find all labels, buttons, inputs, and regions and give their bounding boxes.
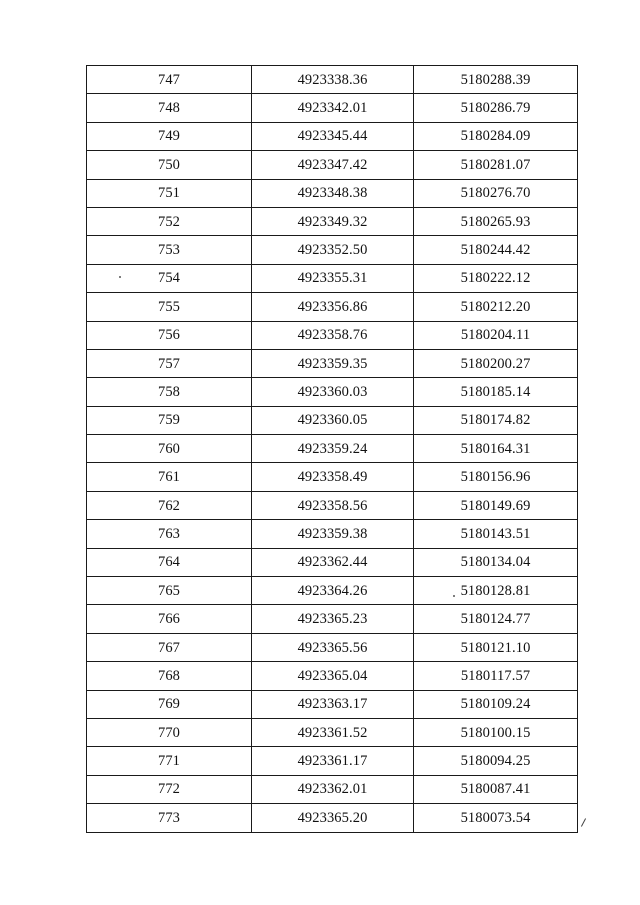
- y-coordinate-cell: 5180124.77: [414, 605, 578, 633]
- table-row: [87, 151, 578, 179]
- y-coordinate-cell: 5180128.81: [414, 577, 578, 605]
- table-row: [87, 321, 578, 349]
- y-coordinate-cell: 5180265.93: [414, 207, 578, 235]
- scan-speck: [119, 276, 121, 278]
- table-row: [87, 548, 578, 576]
- y-coordinate-cell: 5180200.27: [414, 349, 578, 377]
- point-number-cell: 753: [87, 236, 252, 264]
- point-number-cell: 758: [87, 378, 252, 406]
- y-coordinate-cell: 5180149.69: [414, 491, 578, 519]
- point-number-cell: 754: [87, 264, 252, 292]
- x-coordinate-cell: 4923365.56: [252, 633, 414, 661]
- y-coordinate-cell: 5180185.14: [414, 378, 578, 406]
- point-number-cell: 773: [87, 804, 252, 832]
- table-row: [87, 662, 578, 690]
- point-number-cell: 750: [87, 151, 252, 179]
- table-row: [87, 491, 578, 519]
- point-number-cell: 752: [87, 207, 252, 235]
- table-row: [87, 293, 578, 321]
- y-coordinate-cell: 5180222.12: [414, 264, 578, 292]
- x-coordinate-cell: 4923356.86: [252, 293, 414, 321]
- table-row: [87, 207, 578, 235]
- point-number-cell: 764: [87, 548, 252, 576]
- x-coordinate-cell: 4923359.24: [252, 435, 414, 463]
- x-coordinate-cell: 4923359.38: [252, 520, 414, 548]
- point-number-cell: 766: [87, 605, 252, 633]
- x-coordinate-cell: 4923358.56: [252, 491, 414, 519]
- table-row: [87, 775, 578, 803]
- y-coordinate-cell: 5180143.51: [414, 520, 578, 548]
- x-coordinate-cell: 4923360.05: [252, 406, 414, 434]
- y-coordinate-cell: 5180073.54: [414, 804, 578, 832]
- table-row: [87, 94, 578, 122]
- y-coordinate-cell: 5180286.79: [414, 94, 578, 122]
- x-coordinate-cell: 4923345.44: [252, 122, 414, 150]
- table-row: [87, 378, 578, 406]
- y-coordinate-cell: 5180156.96: [414, 463, 578, 491]
- table-row: [87, 690, 578, 718]
- coordinates-table: [86, 65, 578, 833]
- table-row: [87, 577, 578, 605]
- x-coordinate-cell: 4923359.35: [252, 349, 414, 377]
- x-coordinate-cell: 4923347.42: [252, 151, 414, 179]
- x-coordinate-cell: 4923348.38: [252, 179, 414, 207]
- pen-mark: [581, 818, 586, 826]
- table-row: [87, 435, 578, 463]
- x-coordinate-cell: 4923361.52: [252, 718, 414, 746]
- point-number-cell: 761: [87, 463, 252, 491]
- point-number-cell: 759: [87, 406, 252, 434]
- x-coordinate-cell: 4923358.76: [252, 321, 414, 349]
- x-coordinate-cell: 4923362.44: [252, 548, 414, 576]
- point-number-cell: 747: [87, 66, 252, 94]
- table-row: [87, 520, 578, 548]
- point-number-cell: 760: [87, 435, 252, 463]
- x-coordinate-cell: 4923362.01: [252, 775, 414, 803]
- table-row: [87, 747, 578, 775]
- point-number-cell: 751: [87, 179, 252, 207]
- table-row: [87, 804, 578, 832]
- table-row: [87, 236, 578, 264]
- x-coordinate-cell: 4923361.17: [252, 747, 414, 775]
- point-number-cell: 762: [87, 491, 252, 519]
- table-row: [87, 179, 578, 207]
- point-number-cell: 771: [87, 747, 252, 775]
- x-coordinate-cell: 4923355.31: [252, 264, 414, 292]
- point-number-cell: 770: [87, 718, 252, 746]
- coordinates-table-body: [87, 66, 578, 833]
- scan-speck: [453, 595, 455, 597]
- y-coordinate-cell: 5180094.25: [414, 747, 578, 775]
- point-number-cell: 768: [87, 662, 252, 690]
- y-coordinate-cell: 5180288.39: [414, 66, 578, 94]
- point-number-cell: 755: [87, 293, 252, 321]
- x-coordinate-cell: 4923365.04: [252, 662, 414, 690]
- y-coordinate-cell: 5180121.10: [414, 633, 578, 661]
- y-coordinate-cell: 5180244.42: [414, 236, 578, 264]
- point-number-cell: 748: [87, 94, 252, 122]
- y-coordinate-cell: 5180100.15: [414, 718, 578, 746]
- y-coordinate-cell: 5180109.24: [414, 690, 578, 718]
- table-row: [87, 463, 578, 491]
- point-number-cell: 765: [87, 577, 252, 605]
- x-coordinate-cell: 4923360.03: [252, 378, 414, 406]
- table-row: [87, 633, 578, 661]
- point-number-cell: 749: [87, 122, 252, 150]
- x-coordinate-cell: 4923358.49: [252, 463, 414, 491]
- x-coordinate-cell: 4923352.50: [252, 236, 414, 264]
- table-row: [87, 605, 578, 633]
- y-coordinate-cell: 5180174.82: [414, 406, 578, 434]
- y-coordinate-cell: 5180284.09: [414, 122, 578, 150]
- x-coordinate-cell: 4923364.26: [252, 577, 414, 605]
- y-coordinate-cell: 5180164.31: [414, 435, 578, 463]
- y-coordinate-cell: 5180134.04: [414, 548, 578, 576]
- y-coordinate-cell: 5180212.20: [414, 293, 578, 321]
- table-row: [87, 66, 578, 94]
- point-number-cell: 767: [87, 633, 252, 661]
- x-coordinate-cell: 4923365.20: [252, 804, 414, 832]
- x-coordinate-cell: 4923365.23: [252, 605, 414, 633]
- point-number-cell: 769: [87, 690, 252, 718]
- table-row: [87, 406, 578, 434]
- table-row: [87, 264, 578, 292]
- point-number-cell: 757: [87, 349, 252, 377]
- y-coordinate-cell: 5180204.11: [414, 321, 578, 349]
- y-coordinate-cell: 5180087.41: [414, 775, 578, 803]
- point-number-cell: 763: [87, 520, 252, 548]
- x-coordinate-cell: 4923349.32: [252, 207, 414, 235]
- table-row: [87, 122, 578, 150]
- point-number-cell: 772: [87, 775, 252, 803]
- table-row: [87, 718, 578, 746]
- x-coordinate-cell: 4923363.17: [252, 690, 414, 718]
- x-coordinate-cell: 4923338.36: [252, 66, 414, 94]
- y-coordinate-cell: 5180281.07: [414, 151, 578, 179]
- y-coordinate-cell: 5180117.57: [414, 662, 578, 690]
- y-coordinate-cell: 5180276.70: [414, 179, 578, 207]
- table-row: [87, 349, 578, 377]
- point-number-cell: 756: [87, 321, 252, 349]
- x-coordinate-cell: 4923342.01: [252, 94, 414, 122]
